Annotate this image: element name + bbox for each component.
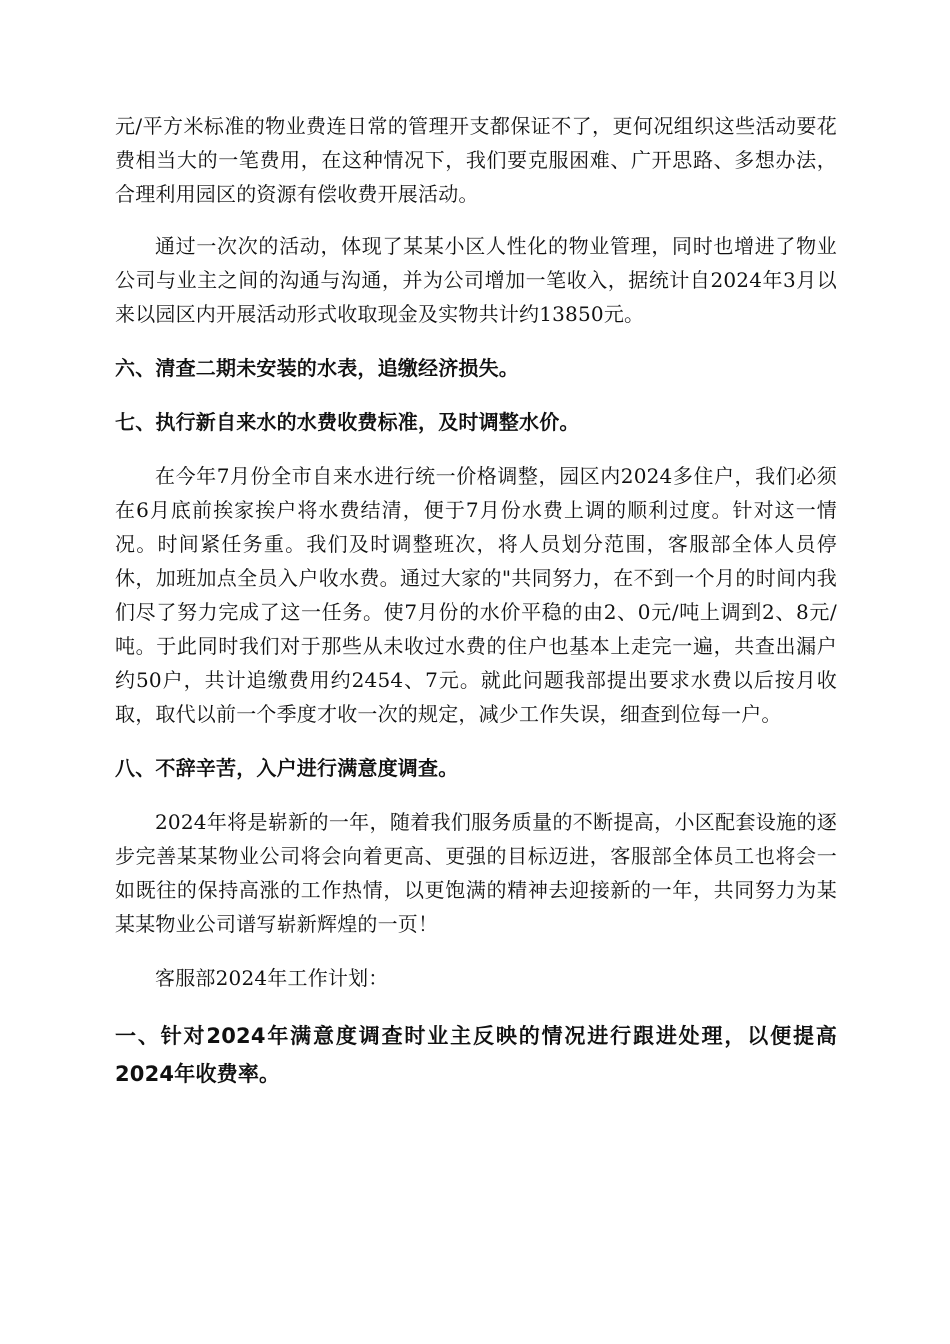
paragraph-activities-income: 通过一次次的活动，体现了某某小区人性化的物业管理，同时也增进了物业公司与业主之间的沟通与沟通，并为公司增加一笔收入，据统计自2024年3月以来以园区内开展活动形式收取现金及实物共计约13850元。 xyxy=(115,234,837,326)
paragraph-work-plan-title: 客服部2024年工作计划： xyxy=(155,966,389,990)
plan-heading-1: 一、针对2024年满意度调查时业主反映的情况进行跟进处理，以便提高2024年收费率。 xyxy=(115,1024,837,1086)
paragraph-new-year-outlook: 2024年将是崭新的一年，随着我们服务质量的不断提高，小区配套设施的逐步完善某某物业公司将会向着更高、更强的目标迈进，客服部全体员工也将会一如既往的保持高涨的工作热情，以更饱满的精神去迎接新的一年，共同努力为某某某物业公司谱写崭新辉煌的一页！ xyxy=(115,810,837,936)
paragraph-property-fee-continued: 元/平方米标准的物业费连日常的管理开支都保证不了，更何况组织这些活动要花费相当大的一笔费用，在这种情况下，我们要克服困难、广开思路、多想办法，合理利用园区的资源有偿收费开展活动。 xyxy=(115,114,837,206)
section-heading-6: 六、清查二期未安装的水表，追缴经济损失。 xyxy=(115,356,519,380)
section-heading-7: 七、执行新自来水的水费收费标准，及时调整水价。 xyxy=(115,410,580,434)
paragraph-water-price-adjustment: 在今年7月份全市自来水进行统一价格调整，园区内2024多住户，我们必须在6月底前挨家挨户将水费结清，便于7月份水费上调的顺利过度。针对这一情况。时间紧任务重。我们及时调整班次，将人员划分范围，客服部全体人员停休，加班加点全员入户收水费。通过大家的"共同努力，在不到一个月的时间内我们尽了努力完成了这一任务。使7月份的水价平稳的由2、0元/吨上调到2、8元/吨。于此同时我们对于那些从未收过水费的住户也基本上走完一遍，共查出漏户约50户，共计追缴费用约2454、7元。就此问题我部提出要求水费以后按月收取，取代以前一个季度才收一次的规定，减少工作失误，细查到位每一户。 xyxy=(115,464,837,726)
document-page xyxy=(115,109,837,1093)
section-heading-8: 八、不辞辛苦，入户进行满意度调查。 xyxy=(115,756,459,780)
